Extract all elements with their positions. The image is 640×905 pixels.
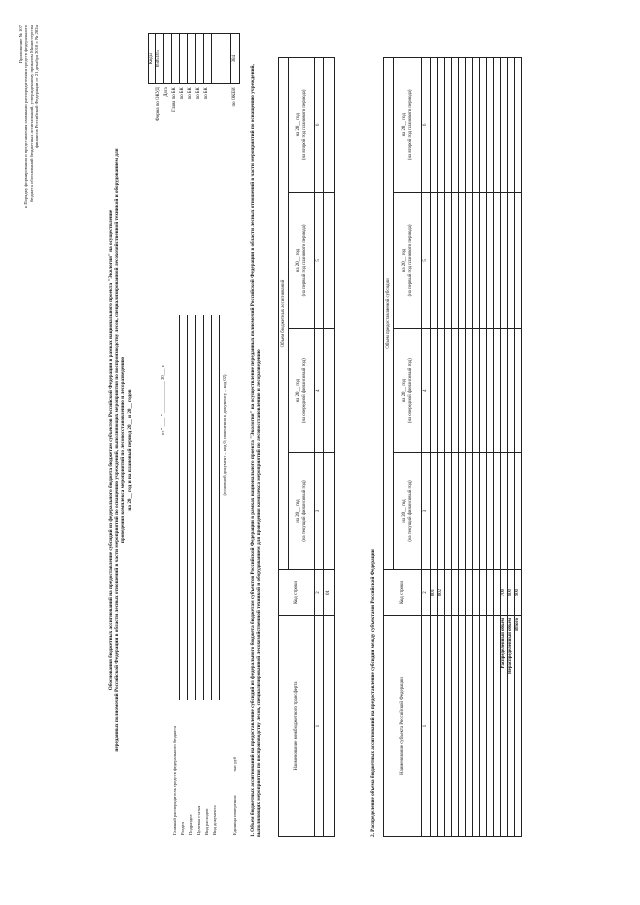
appendix-number: Приложение № 107 [18,25,23,64]
section2-title: 2. Распределение объема бюджетных ассигнований на предоставление субсидии между субъектами Российской Федерации [370,549,376,837]
s2-cell[interactable] [466,329,473,453]
appendix-line-1: к Порядку формирования и представления главными распорядителями средств федерального [23,25,29,209]
code-value: 0505165 [155,34,163,84]
s1-year-3-sub: (на первый год планового периода) [301,224,307,297]
s2-header-name: Наименование субъекта Российской Федерации [384,616,422,837]
doc-type-hint: (основной документ – код 0; изменения к документу – код 02) [222,374,227,496]
codes-table [148,33,240,153]
s2-cell[interactable] [487,192,494,329]
s2-total-label: Нераспределенный объем [508,616,515,837]
code-value [163,34,171,84]
field-row [212,315,220,835]
s2-header-group: Объем предоставляемой субсидии [384,58,394,570]
s2-year-1-sub: (на текущий финансовый год) [407,480,413,542]
s2-cell[interactable] [466,192,473,329]
s1-row-cell[interactable] [324,58,335,193]
s2-cell[interactable] [459,192,466,329]
unit-label: Единица измерения: [232,795,237,835]
s2-row-code [473,570,480,616]
s1-header-year [289,453,315,570]
s2-cell[interactable] [494,58,501,193]
unit-row [232,635,237,835]
s2-cell[interactable] [501,453,508,570]
s1-col-number: 3 [315,453,324,570]
s2-cell[interactable] [508,453,515,570]
code-label: по БК [188,87,194,100]
unit-value: тыс руб [232,756,237,772]
s2-cell[interactable] [480,453,487,570]
s2-cell[interactable] [487,329,494,453]
s1-year-4-sub: (на второй год планового периода) [301,89,307,161]
s2-year-2: на 20__ год [401,379,407,403]
s2-year-1: на 20__ год [401,499,407,523]
s2-cell[interactable] [480,58,487,193]
s1-row-cell[interactable] [324,329,335,453]
s2-total-code: 800 [508,570,515,616]
s1-col-number: 5 [315,192,324,329]
s2-cell[interactable] [501,329,508,453]
field-label: Подраздел [188,814,193,835]
s2-cell[interactable] [452,329,459,453]
s2-cell[interactable] [445,329,452,453]
appendix-block [18,25,39,345]
s2-cell[interactable] [445,58,452,193]
s2-cell[interactable] [501,192,508,329]
s2-col-number: 4 [422,329,431,453]
s1-year-2: на 20__ год [295,379,301,403]
s2-cell[interactable] [473,192,480,329]
s2-cell[interactable] [452,453,459,570]
appendix-line-3: финансов Российской Федерации от 21 декабря 2018 г. № 282н [33,25,39,149]
field-label: Вид расходов [204,808,209,835]
code-label: по ОКЕИ [231,87,237,107]
section2-table [383,57,522,837]
field-row [180,315,188,835]
s1-row-name[interactable] [324,616,335,837]
s2-row-name[interactable] [452,616,459,837]
date-line: от " ____ " ______________ 20___ г. [160,364,165,435]
s2-row-name[interactable] [445,616,452,837]
s2-row-name[interactable] [480,616,487,837]
code-value [203,34,211,84]
s2-cell[interactable] [494,329,501,453]
s2-row-name[interactable] [487,616,494,837]
title-line-1: Обоснования бюджетных ассигнований на предоставление субсидий из федерального бюджета бюджетам субъектов Российской Федерации в рамках национального проекта "Экология" на осуществление [108,209,114,691]
s2-year-4-sub: (на второй год планового периода) [407,89,413,161]
title-line-4: на 20__ год и на плановый период 20__ и 20__ годов [126,389,133,511]
s2-cell[interactable] [508,329,515,453]
s2-cell[interactable] [515,453,522,570]
s1-year-2-sub: (на очередной финансовый год) [301,358,307,424]
s2-cell[interactable] [473,329,480,453]
s1-header-name: Наименование межбюджетного трансферта [279,616,315,837]
s1-header-code: Код строки [279,570,315,616]
s2-col-number: 3 [422,453,431,570]
s2-row-code [494,570,501,616]
section1-table [278,57,335,837]
s1-row-code: 01 [324,570,335,616]
s2-cell[interactable] [487,58,494,193]
s2-cell[interactable] [431,192,438,329]
code-label: по БК [180,87,186,100]
s2-col-number: 5 [422,192,431,329]
s2-cell[interactable] [431,453,438,570]
s2-year-3-sub: (на первый год планового периода) [407,224,413,297]
s1-header-year [289,192,315,329]
s2-year-3: на 20__ год [401,248,407,273]
s2-row-name[interactable] [473,616,480,837]
field-label: Раздел [180,822,185,835]
title-line-3: проведения комплекса мероприятий по лесовосстановлению и лесоразведению [120,356,127,544]
s2-col-number: 6 [422,58,431,193]
s2-header-year [394,58,422,193]
s2-total-label: Итого [515,616,522,837]
appendix-line-2: бюджета обоснований бюджетных ассигнований, утвержденному приказом Министерства [28,25,34,203]
s1-col-number: 4 [315,329,324,453]
s2-cell[interactable] [438,192,445,329]
s2-cell[interactable] [438,58,445,193]
s2-total-code: 700 [501,570,508,616]
s2-year-2-sub: (на очередной финансовый год) [407,358,413,424]
s2-cell[interactable] [445,453,452,570]
s2-cell[interactable] [431,329,438,453]
s1-header-group: Объем бюджетных ассигнований [279,58,289,570]
s2-cell[interactable] [494,192,501,329]
code-label: по БК [196,87,202,100]
s2-cell[interactable] [473,453,480,570]
field-label: Главный распорядитель средств федерального бюджета [172,725,177,835]
s2-cell[interactable] [487,453,494,570]
s2-row-name[interactable] [466,616,473,837]
s2-header-code: Код строки [384,570,422,616]
code-value [187,34,195,84]
s2-row-code [466,570,473,616]
field-row [172,315,180,835]
s2-row-code [459,570,466,616]
s2-row-code [480,570,487,616]
title-line-2: переданных полномочий Российской Федерации в области лесных отношений в части мероприятий по оснащению учреждений, выполняющих мероприятия по воспроизводству лесов, специализированной лесохозяйственной техникой и оборудованием для [114,148,121,752]
s2-col-number: 1 [422,616,431,837]
s2-col-number: 2 [422,570,431,616]
code-value: 384 [230,34,239,84]
s2-header-year [394,192,422,329]
s2-cell[interactable] [466,453,473,570]
s2-row-name[interactable] [438,616,445,837]
s1-year-4: на 20__ год [295,113,301,137]
form-title [108,55,133,845]
s2-header-year [394,329,422,453]
s2-cell[interactable] [459,453,466,570]
s1-year-1-sub: (на текущий финансовый год) [301,480,307,542]
s2-row-code [445,570,452,616]
s2-cell[interactable] [445,192,452,329]
s2-cell[interactable] [515,329,522,453]
s2-cell[interactable] [515,58,522,193]
s2-header-year [394,453,422,570]
s2-row-code: 001 [431,570,438,616]
s2-cell[interactable] [508,58,515,193]
s2-cell[interactable] [494,453,501,570]
code-label: Глава по БК [172,87,178,112]
s2-row-code [452,570,459,616]
codes-header: Коды [149,34,156,84]
s2-cell[interactable] [452,192,459,329]
s2-cell[interactable] [459,329,466,453]
s2-cell[interactable] [501,58,508,193]
s1-row-cell[interactable] [324,192,335,329]
s2-year-4: на 20__ год [401,113,407,137]
code-label: по БК [204,87,210,100]
code-label: Дата [164,87,170,97]
s2-cell[interactable] [438,329,445,453]
field-label: Целевая статья [196,805,201,835]
s1-year-1: на 20__ год [295,499,301,523]
s1-row-cell[interactable] [324,453,335,570]
s2-row-code: 002 [438,570,445,616]
s2-cell[interactable] [473,58,480,193]
s2-cell[interactable] [438,453,445,570]
code-value [179,34,187,84]
s2-cell[interactable] [508,192,515,329]
section1-title: 1. Объем бюджетных ассигнований на предоставление субсидий из федерального бюджета бюджетам субъектов Российской Федерации в рамках национального проекта "Экология" на осуществление переданных полномочий Российской Федерации в области лесных отношений в части мероприятий по оснащению учреждений, выполняющих мероприятия по воспроизводству лесов, специализированной лесохозяйственной техникой и оборудованием для проведения комплекса мероприятий по лесовосстановлению и лесоразведению [250,64,263,837]
code-value [195,34,203,84]
s1-col-number: 2 [315,570,324,616]
field-row [204,315,212,835]
s1-col-number: 1 [315,616,324,837]
s1-year-3: на 20__ год [295,248,301,273]
s2-cell[interactable] [431,58,438,193]
s2-cell[interactable] [466,58,473,193]
code-value [171,34,179,84]
s2-row-name[interactable] [459,616,466,837]
code-value [211,34,230,84]
s1-col-number: 6 [315,58,324,193]
s2-cell[interactable] [452,58,459,193]
s1-header-year [289,329,315,453]
s2-row-code [487,570,494,616]
s2-cell[interactable] [459,58,466,193]
fields-block [172,315,220,835]
s2-cell[interactable] [480,329,487,453]
s2-total-label: Распределенный объем [501,616,508,837]
field-row [188,315,196,835]
code-label [211,84,230,153]
s1-header-year [289,58,315,193]
s2-row-name[interactable] [431,616,438,837]
s2-row-name[interactable] [494,616,501,837]
s2-cell[interactable] [515,192,522,329]
field-label: Вид документа [212,805,217,835]
s2-total-code: 900 [515,570,522,616]
code-label: Форма по ОКУД [156,87,162,121]
s2-cell[interactable] [480,192,487,329]
field-row [196,315,204,835]
